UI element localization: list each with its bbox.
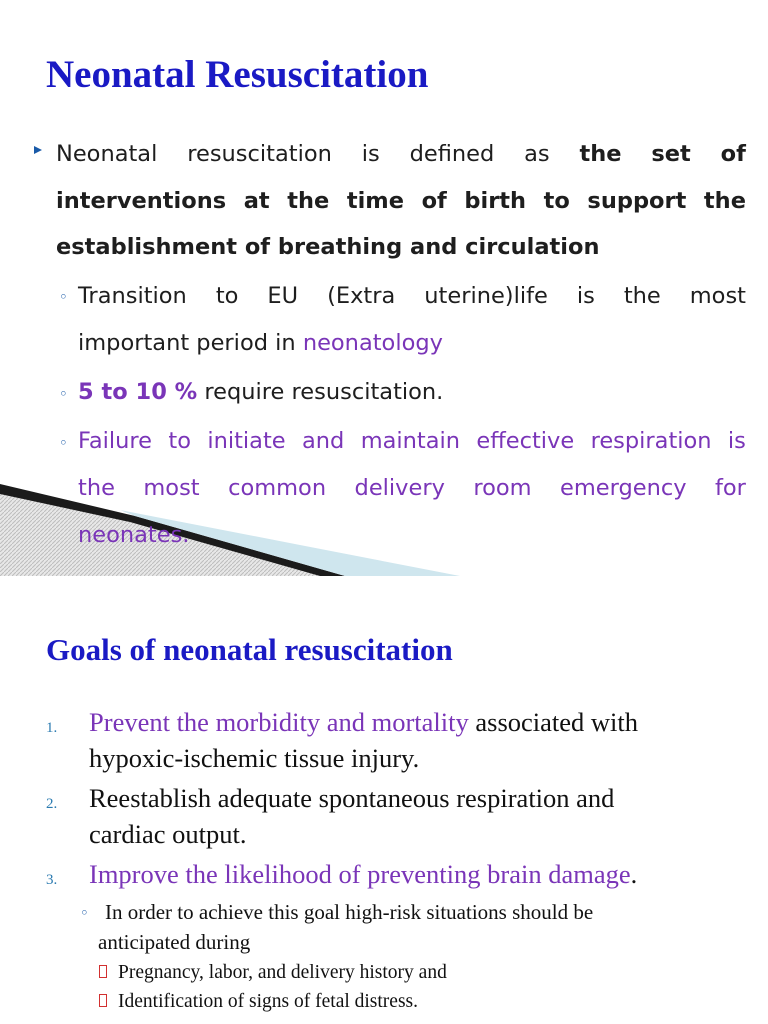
slide-2 [0,576,768,1024]
sub-point-line2: anticipated during [98,930,251,954]
sub1-text: important period in [78,330,303,356]
bullet1-line1 [56,141,746,167]
sub3-word: for [715,475,746,501]
goal-3-line1 [89,859,637,890]
sub3-word: room [473,475,532,501]
box-bullet-icon [99,994,107,1007]
goal-number: 1. [46,720,58,736]
sub3-line2 [78,475,746,501]
bullet-arrow-icon [34,146,42,154]
sub-item: Identification of signs of fetal distress. [118,991,419,1012]
sub1-line2 [78,330,443,356]
bullet1-word: as [524,141,550,167]
goal-1-line2: hypoxic-ischemic tissue injury. [89,743,420,773]
bullet1-bold-word: the [703,188,746,214]
sub1-word: EU [267,283,299,309]
bullet1-word: is [361,141,380,167]
sub3-word: common [228,475,327,501]
goals-title: Goals of neonatal resuscitation [46,632,453,667]
bullet1-line2 [56,188,746,214]
bullet1-word: defined [409,141,495,167]
slide-title: Neonatal Resuscitation [46,53,429,96]
bullet1-word: Neonatal [56,141,158,167]
bullet1-line3: establishment of breathing and circulation [56,234,600,260]
sub3-word: Failure [78,428,153,454]
goal-1-rest: associated with [468,707,639,737]
sub1-highlight: neonatology [302,330,443,356]
goal-2-line2: cardiac output. [89,819,247,849]
sub3-word: the [78,475,115,501]
sub3-line1 [78,428,746,454]
bullet1-bold-word: time [346,188,404,214]
sub-bullet-circle-icon: ◦ [59,434,68,452]
sub3-word: effective [476,428,575,454]
sub3-word: and [302,428,345,454]
sub3-word: most [143,475,200,501]
sub-bullet-circle-icon: ◦ [59,385,68,403]
sub3-word: maintain [360,428,461,454]
sub3-word: emergency [560,475,687,501]
bullet1-word: resuscitation [187,141,332,167]
sub3-line3: neonates. [78,522,190,548]
sub1-word: Transition [78,283,187,309]
sub1-word: to [215,283,239,309]
bullet1-bold-word: birth [464,188,527,214]
sub1-word: is [576,283,595,309]
sub2-highlight: 5 to 10 % [78,379,198,405]
goal-number: 2. [46,796,58,812]
sub3-word: respiration [590,428,712,454]
bullet1-bold-word: interventions [56,188,227,214]
sub1-word: most [689,283,746,309]
bullet1-bold-word: of [421,188,447,214]
bullet1-bold-word: set [651,141,691,167]
bullet1-bold-word: at [243,188,270,214]
sub-item: Pregnancy, labor, and delivery history and [118,962,447,983]
sub2-text: require resuscitation. [197,379,444,405]
goal-2-line1: Reestablish adequate spontaneous respiration and [89,783,615,813]
sub1-word: the [623,283,661,309]
goal-number: 3. [46,872,58,888]
sub3-word: to [168,428,191,454]
sub3-word: delivery [354,475,445,501]
bullet1-bold-word: to [543,188,570,214]
goal-1-line1 [89,707,638,738]
bullet1-bold-word: the [287,188,330,214]
sub2-line [78,379,443,405]
sub-bullet-circle-icon: ◦ [59,288,68,306]
goal-3-rest: . [630,859,638,889]
bullet1-bold-word: of [720,141,746,167]
sub1-line1 [78,283,746,309]
box-bullet-icon [99,965,107,978]
bullet1-bold-word: the [579,141,622,167]
sub1-word: uterine)life [424,283,548,309]
goal-1-highlight: Prevent the morbidity and mortality [89,707,469,737]
bullet1-bold-word: support [587,188,687,214]
sub1-word: (Extra [327,283,396,309]
sub-bullet-circle-icon: ◦ [80,904,89,922]
sub3-word: is [727,428,746,454]
sub-point-line1: In order to achieve this goal high-risk situations should be [105,900,594,924]
sub3-word: initiate [207,428,286,454]
goal-3-highlight: Improve the likelihood of preventing brain damage [89,859,631,889]
